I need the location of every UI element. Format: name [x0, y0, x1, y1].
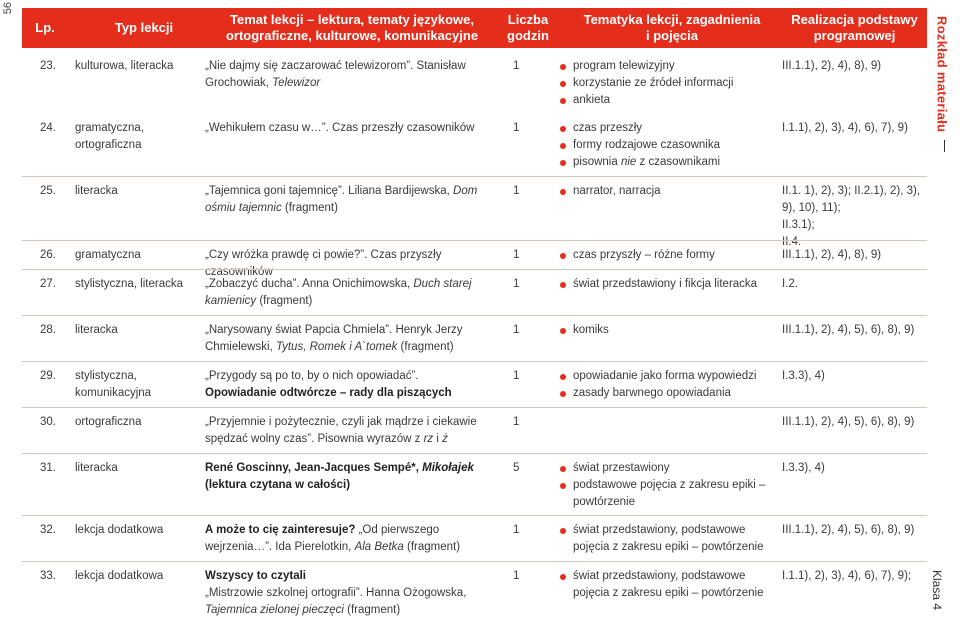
topic-text: (fragment) — [403, 541, 461, 553]
curriculum-ref: III.1.1), 2), 4), 5), 6), 8), 9) — [782, 524, 915, 536]
header-tematyka — [562, 8, 782, 48]
lesson-type: stylistyczna, komunikacyjna — [75, 370, 152, 399]
topic-text: i — [433, 433, 443, 445]
lesson-topic — [205, 322, 501, 356]
row-number: 25. — [40, 185, 56, 197]
lesson-type: literacka — [75, 185, 118, 197]
topic-text: „Narysowany świat Papcia Chmiela”. Henryk Jerzy Chmielewski, — [205, 324, 463, 353]
lesson-topic — [205, 276, 495, 310]
topic-text: „Nie dajmy się zaczarować telewizorom”. Stanisław Grochowiak, — [205, 60, 466, 89]
lesson-type: kulturowa, literacka — [75, 60, 174, 72]
lesson-topic: „Wehikułem czasu w…”. Czas przeszły czasowników — [205, 122, 475, 134]
topics-list — [559, 322, 799, 339]
topic-text: (fragment) — [397, 341, 454, 353]
topic-text: (fragment) — [343, 604, 401, 616]
row-number: 26. — [40, 249, 56, 261]
topic-item: narrator, narracja — [559, 183, 799, 200]
table-row — [22, 114, 927, 172]
row-number: 33. — [40, 570, 56, 582]
lesson-topic — [205, 183, 505, 217]
curriculum-ref-line: II.4. — [782, 236, 802, 248]
header-typ-label: Typ lekcji — [114, 20, 174, 35]
hours: 1 — [513, 249, 520, 261]
curriculum-ref: III.1.1), 2), 4), 5), 6), 8), 9) — [782, 324, 915, 336]
topic-item: ankieta — [559, 92, 799, 109]
lesson-topic — [205, 368, 485, 402]
header-liczba-line1: Liczba — [507, 12, 549, 27]
hours: 1 — [513, 416, 520, 428]
lesson-type: stylistyczna, literacka — [75, 278, 184, 290]
topic-text: „Przygody są po to, by o nich opowiadać”. — [205, 370, 419, 382]
topic-emphasis: ż — [442, 433, 448, 445]
topic-item: świat przedstawiony, podstawowe pojęcia z zakresu epiki – powtórzenie — [559, 568, 769, 602]
topics-list — [559, 522, 769, 556]
header-tematyka-line2: i pojęcia — [645, 28, 699, 43]
header-lp — [22, 8, 68, 48]
table-row — [22, 269, 927, 313]
topic-item: korzystanie ze źródeł informacji — [559, 75, 799, 92]
row-number: 31. — [40, 462, 56, 474]
topic-item: opowiadanie jako forma wypowiedzi — [559, 368, 799, 385]
lesson-type: literacka — [75, 324, 118, 336]
topic-item: świat przestawiony — [559, 460, 769, 477]
header-liczba-line2: godzin — [507, 28, 549, 43]
topic-text: (fragment) — [281, 202, 338, 214]
hours: 1 — [513, 60, 520, 72]
row-number: 28. — [40, 324, 56, 336]
row-number: 23. — [40, 60, 56, 72]
hours: 1 — [513, 524, 520, 536]
curriculum-ref-line: II.3.1); — [782, 219, 815, 231]
topic-title: Ala Betka — [354, 541, 404, 553]
row-number: 24. — [40, 122, 56, 134]
topics-list — [559, 120, 799, 171]
topics-list — [559, 368, 799, 402]
page-number: 56 — [2, 2, 14, 15]
lesson-topic — [205, 460, 475, 494]
lesson-topic — [205, 58, 495, 92]
header-realizacja — [782, 8, 927, 48]
topic-item: czas przyszły – różne formy — [559, 247, 799, 264]
topic-title: Duch starej kamienicy — [205, 278, 472, 307]
curriculum-ref: I.2. — [782, 278, 798, 290]
table-row — [22, 240, 927, 278]
topic-item: świat przedstawiony i fikcja literacka — [559, 276, 799, 293]
topic-item: podstawowe pojęcia z zakresu epiki – powtórzenie — [559, 477, 769, 511]
topic-text: (fragment) — [256, 295, 313, 307]
topic-bold: Opowiadanie odtwórcze – rady dla piszących — [205, 387, 452, 399]
lesson-type: gramatyczna, ortograficzna — [75, 122, 145, 151]
topic-item: program telewizyjny — [559, 58, 799, 75]
header-realizacja-line1: Realizacja podstawy — [791, 12, 918, 27]
topic-title: Telewizor — [272, 77, 321, 89]
topic-bold: A może to cię zainteresuje? — [205, 524, 359, 536]
curriculum-ref: I.1.1), 2), 3), 4), 6), 7), 9); — [782, 570, 912, 582]
topic-text: „Od pierwszego wejrzenia…”. Ida Pierelotkin, — [205, 524, 440, 553]
topic-item: czas przeszły — [559, 120, 799, 137]
header-temat — [212, 8, 492, 48]
header-tematyka-line1: Tematyka lekcji, zagadnienia — [583, 12, 761, 27]
side-divider — [944, 140, 945, 152]
lesson-topic — [205, 522, 505, 556]
header-temat-line1: Temat lekcji – lektura, tematy językowe, — [230, 12, 474, 27]
curriculum-ref: I.3.3), 4) — [782, 370, 825, 382]
lesson-topic — [205, 568, 501, 619]
curriculum-ref: I.3.3), 4) — [782, 462, 825, 474]
table-row — [22, 52, 927, 112]
hours: 1 — [513, 278, 520, 290]
side-title: Rozkład materiału — [934, 15, 950, 133]
topic-emphasis: nie — [620, 156, 637, 168]
row-number: 30. — [40, 416, 56, 428]
header-lp-label: Lp. — [35, 20, 55, 35]
hours: 1 — [513, 185, 520, 197]
hours: 5 — [513, 462, 520, 474]
topics-list — [559, 568, 769, 602]
curriculum-ref: III.1.1), 2), 4), 8), 9) — [782, 60, 882, 72]
topic-text: „Mistrzowie szkolnej ortografii”. Hanna Ożogowska, — [205, 587, 467, 599]
topic-text: „Zobaczyć ducha”. Anna Onichimowska, — [205, 278, 414, 290]
header-realizacja-line2: programowej — [813, 28, 896, 43]
topic-text: „Tajemnica goni tajemnicę”. Liliana Bardijewska, — [205, 185, 454, 197]
hours: 1 — [513, 570, 520, 582]
table-header — [22, 8, 927, 48]
side-tab — [929, 8, 955, 140]
lesson-type: gramatyczna — [75, 249, 141, 261]
topic-item — [559, 154, 799, 171]
curriculum-ref: I.1.1), 2), 3), 4), 6), 7), 9) — [782, 122, 908, 134]
topic-text: (lektura czytana w całości) — [205, 479, 351, 491]
row-number: 29. — [40, 370, 56, 382]
topics-list — [559, 460, 769, 511]
lesson-type: literacka — [75, 462, 118, 474]
topic-text: z czasownikami — [636, 156, 721, 168]
header-typ — [92, 8, 196, 48]
row-number: 27. — [40, 278, 56, 290]
curriculum-ref: III.1.1), 2), 4), 5), 6), 8), 9) — [782, 416, 915, 428]
topic-item: zasady barwnego opowiadania — [559, 385, 799, 402]
table-row — [22, 315, 927, 359]
table-row — [22, 453, 927, 513]
topics-list — [559, 183, 799, 200]
table-row — [22, 407, 927, 451]
topic-item: świat przedstawiony, podstawowe pojęcia z zakresu epiki – powtórzenie — [559, 522, 769, 556]
topic-text: pisownia — [573, 156, 621, 168]
lesson-type: lekcja dodatkowa — [75, 524, 164, 536]
lesson-topic — [205, 414, 501, 448]
topic-bold: Wszyscy to czytali — [205, 570, 306, 582]
topic-title: Tytus, Romek i A`tomek — [275, 341, 398, 353]
table-row — [22, 361, 927, 405]
header-liczba — [498, 8, 558, 48]
topic-emphasis: rz — [423, 433, 434, 445]
header-temat-line2: ortograficzne, kulturowe, komunikacyjne — [225, 28, 479, 43]
topic-item: komiks — [559, 322, 799, 339]
hours: 1 — [513, 122, 520, 134]
topic-title: Tajemnica zielonej pieczęci — [205, 604, 344, 616]
topic-title: Dom ośmiu tajemnic — [205, 185, 478, 214]
hours: 1 — [513, 324, 520, 336]
topic-item: formy rodzajowe czasownika — [559, 137, 799, 154]
lesson-topic: „Czy wróżka prawdę ci powie?”. Czas przyszły czasowników — [205, 249, 442, 278]
class-label: Klasa 4 — [930, 570, 944, 611]
topics-list — [559, 58, 799, 109]
topics-list — [559, 276, 799, 293]
topic-title: Mikołajek — [422, 462, 474, 474]
hours: 1 — [513, 370, 520, 382]
topic-text: René Goscinny, Jean-Jacques Sempé*, — [205, 462, 423, 474]
row-number: 32. — [40, 524, 56, 536]
curriculum-ref-line: II.1. 1), 2), 3); II.2.1), 2), 3), 9), 10), 11); — [782, 185, 921, 214]
table-row — [22, 561, 927, 621]
curriculum-ref: III.1.1), 2), 4), 8), 9) — [782, 249, 882, 261]
table-row — [22, 176, 927, 248]
topic-text: „Przyjemnie i pożytecznie, czyli jak mądrze i ciekawie spędzać wolny czas”. Pisownia wyrazów z — [205, 416, 477, 445]
lesson-type: lekcja dodatkowa — [75, 570, 164, 582]
topics-list — [559, 247, 799, 264]
table-row — [22, 515, 927, 559]
lesson-type: ortograficzna — [75, 416, 142, 428]
